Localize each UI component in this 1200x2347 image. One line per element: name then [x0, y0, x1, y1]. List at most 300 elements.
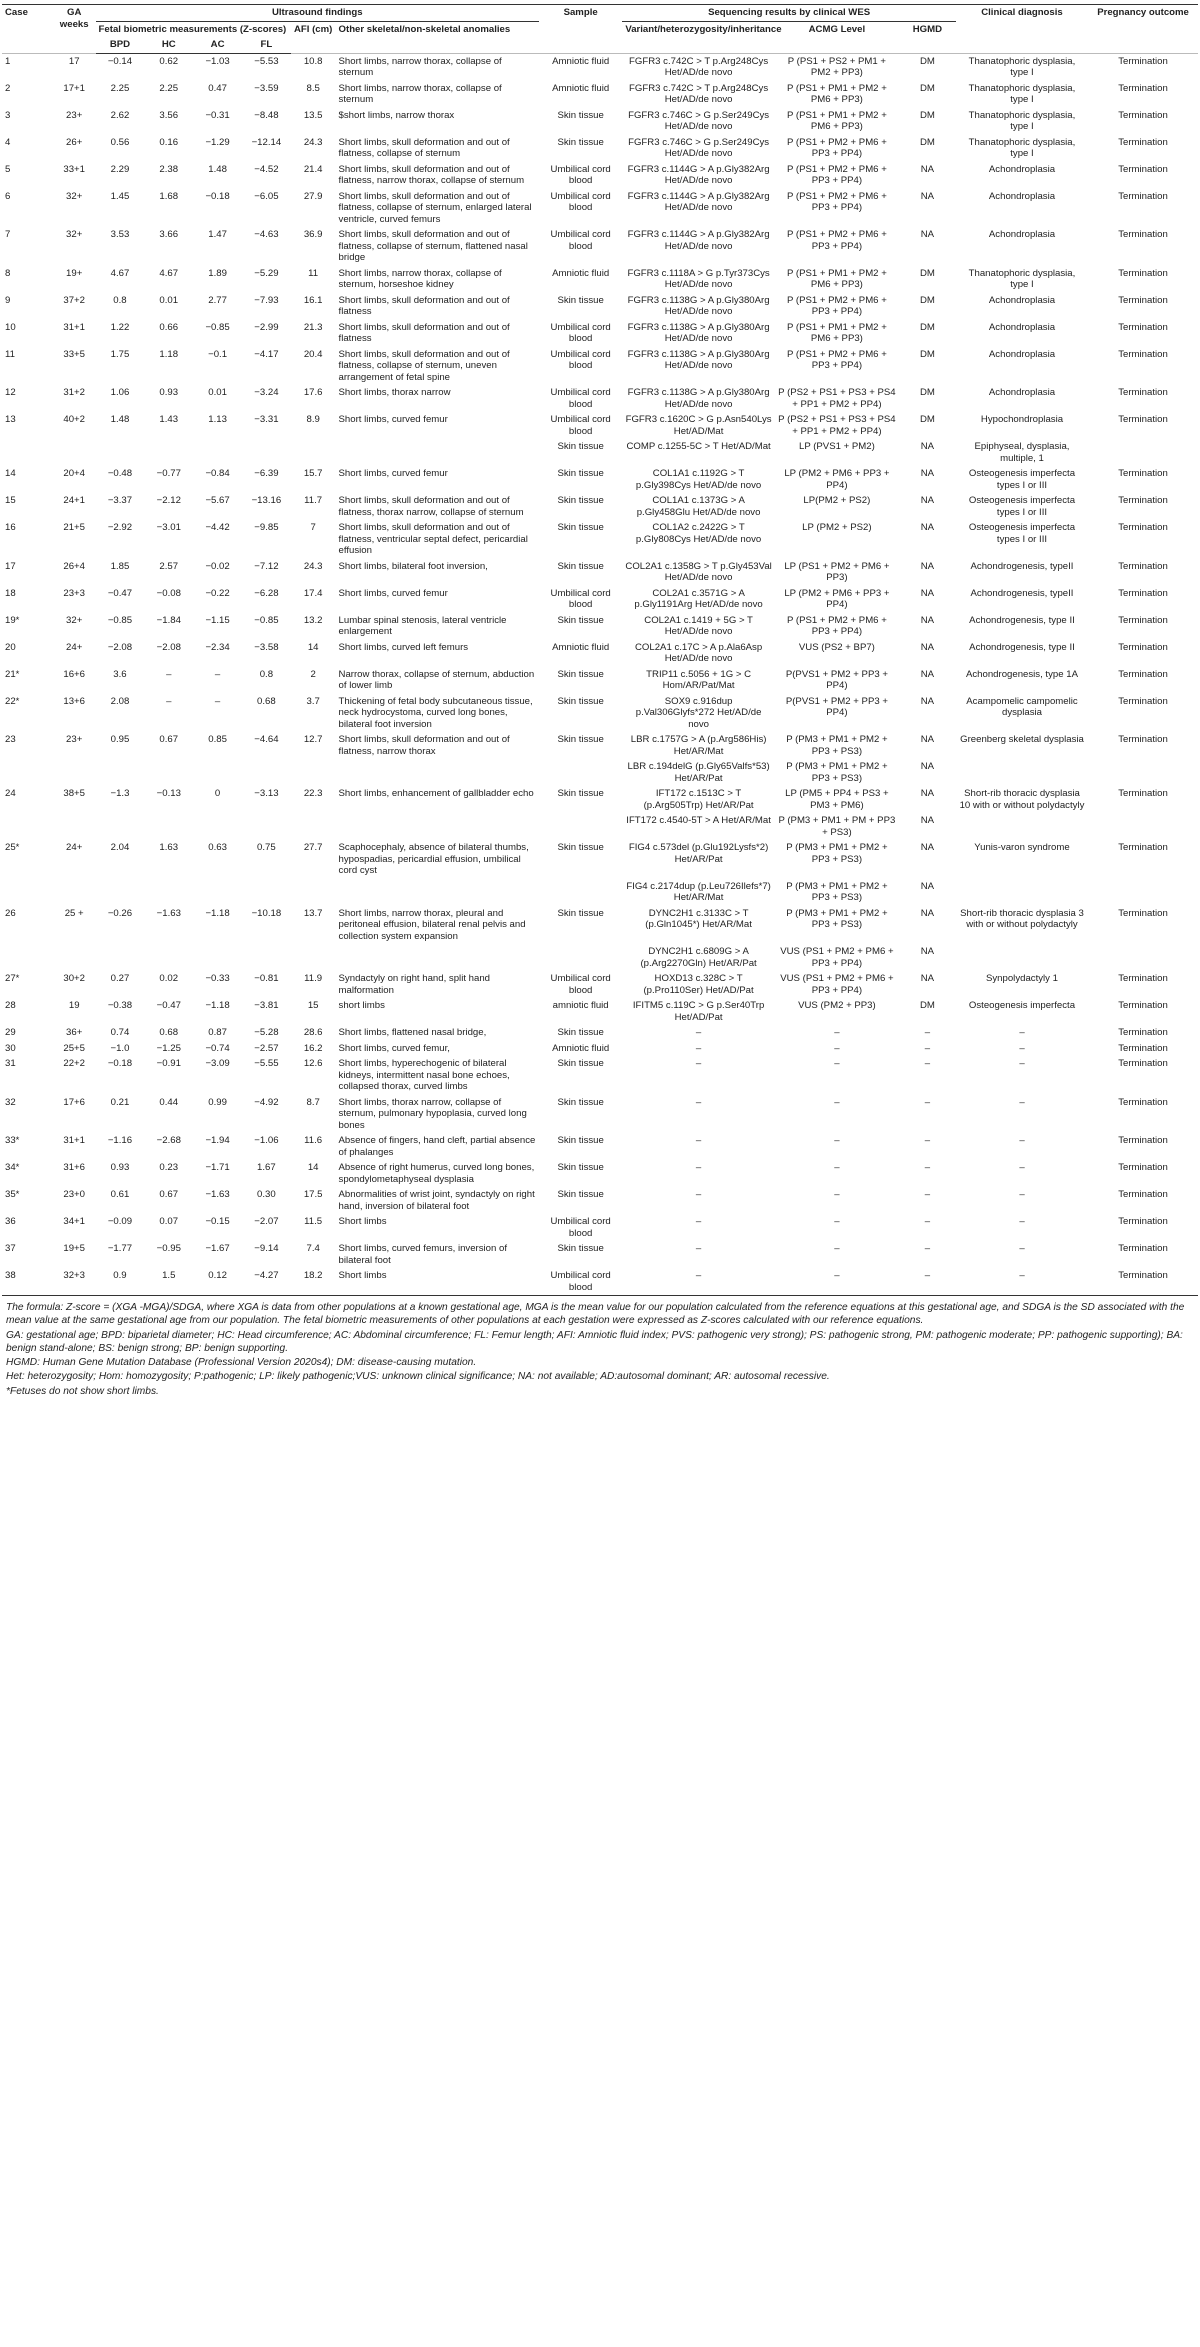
cell-ac-zscore: −1.71: [205, 1162, 230, 1173]
cell-bpd-zscore: 3.53: [110, 229, 130, 240]
cell-variant: FGFR3 c.1118A > G p.Tyr373Cys Het/AD/de novo: [627, 267, 770, 290]
cell-variant: FGFR3 c.746C > G p.Ser249Cys Het/AD/de novo: [628, 136, 770, 159]
cell-acmg-level: P (PS1 + PM2 + PM6 + PP3 + PP4): [786, 294, 887, 317]
table-row: [2, 520, 1198, 559]
cell-fl-zscore: 0.8: [259, 668, 274, 680]
cell-anomalies: Short limbs, skull deformation and out of flatness: [338, 321, 510, 344]
cell-case-number: 6: [5, 190, 11, 202]
cell-clinical-diagnosis: Achondrogenesis, type 1A: [965, 668, 1078, 680]
cell-fl-zscore: −3.58: [254, 641, 279, 653]
cell-hgmd: NA: [920, 973, 935, 984]
cell-hc-zscore: −0.47: [156, 1000, 181, 1011]
cell-pregnancy-outcome: Termination: [1118, 668, 1168, 680]
cell-variant: COL2A1 c.3571G > A p.Gly1191Arg Het/AD/de novo: [634, 587, 763, 610]
cell-afi-value: [291, 944, 336, 971]
cell-hc-zscore: −1.63: [156, 907, 181, 919]
cell-clinical-diagnosis: [956, 944, 1088, 971]
cell-pregnancy-outcome: Termination: [1118, 387, 1168, 398]
cell-sample-type: Umbilical cord blood: [550, 387, 611, 410]
cell-hgmd: NA: [920, 163, 935, 175]
cell-anomalies: $short limbs, narrow thorax: [338, 109, 455, 121]
cell-sample-type: Umbilical cord blood: [550, 163, 611, 186]
cell-sample-type: Skin tissue: [557, 294, 604, 306]
cell-hgmd: –: [899, 1268, 956, 1296]
cell-sample-type: Skin tissue: [557, 1027, 604, 1038]
cell-case-number: 33*: [5, 1135, 20, 1146]
cell-bpd-zscore: 0.61: [110, 1189, 130, 1200]
cell-variant: IFT172 c.1513C > T (p.Arg505Trp) Het/AR/Pat: [643, 788, 754, 811]
cell-ac-zscore: −0.31: [205, 109, 230, 121]
cell-ga-weeks: 38+5: [63, 788, 85, 799]
cell-sample-type: Skin tissue: [557, 560, 604, 572]
cell-anomalies: Syndactyly on right hand, split hand malformation: [338, 973, 490, 996]
cell-ac-zscore: 1.47: [208, 229, 227, 240]
cell-acmg-level: –: [834, 1042, 840, 1054]
cell-hgmd: NA: [920, 190, 935, 202]
cell-ga-weeks: 23+: [66, 734, 83, 745]
cell-ga-weeks: 19: [68, 1000, 80, 1011]
cell-hgmd: NA: [920, 641, 935, 653]
cell-ga-weeks: 23+0: [63, 1189, 85, 1200]
table-row: [2, 135, 1198, 162]
cell-hgmd: DM: [919, 321, 935, 333]
cell-acmg-level: P (PS1 + PM2 + PM6 + PP3 + PP4): [786, 614, 887, 637]
cell-afi-value: 16.2: [303, 1042, 323, 1054]
cell-fl-zscore: 1.67: [257, 1162, 276, 1173]
cell-clinical-diagnosis: Yunis-varon syndrome: [974, 842, 1070, 853]
cell-afi-value: 7: [310, 522, 316, 533]
cell-ac-zscore: –: [214, 668, 221, 680]
table-row: [2, 613, 1198, 640]
cell-ga-weeks: 31+1: [63, 321, 85, 333]
cell-ac-zscore: 0.12: [193, 1268, 242, 1296]
cell-afi-value: 24.3: [303, 560, 323, 572]
table-row: [2, 81, 1198, 108]
cell-hc-zscore: −2.12: [156, 495, 181, 506]
cell-hgmd: NA: [920, 668, 935, 680]
cell-hc-zscore: 2.25: [159, 82, 179, 94]
cell-clinical-diagnosis: Achondrogenesis, typeII: [970, 560, 1074, 572]
cell-hc-zscore: −2.68: [156, 1135, 181, 1146]
cell-ac-zscore: –: [214, 695, 221, 707]
cell-sample-type: Skin tissue: [557, 695, 604, 707]
table-row: [2, 466, 1198, 493]
cell-anomalies: Short limbs, hyperechogenic of bilateral kidneys, intermittent nasal bone echoes, collapsed thorax, curved limbs: [338, 1058, 510, 1092]
cell-variant: –: [695, 1189, 702, 1200]
cell-bpd-zscore: 2.62: [110, 109, 130, 121]
cell-ga-weeks: 32+: [66, 614, 83, 626]
cell-sample-type: Amniotic fluid: [552, 641, 610, 653]
cell-sample-type: Skin tissue: [557, 1189, 604, 1200]
cell-bpd-zscore: −0.48: [107, 468, 133, 479]
cell-clinical-diagnosis: Osteogenesis imperfecta types I or III: [968, 468, 1076, 491]
cell-fl-zscore: −5.53: [242, 53, 291, 81]
cell-variant: FGFR3 c.1138G > A p.Gly380Arg Het/AD/de novo: [627, 387, 770, 410]
cell-case-number: 32: [5, 1096, 16, 1108]
cell-afi-value: 15.7: [303, 468, 323, 479]
cell-afi-value: 21.3: [303, 321, 323, 333]
table-row: [2, 108, 1198, 135]
cell-case-number: 18: [5, 587, 16, 599]
cell-pregnancy-outcome: Termination: [1118, 842, 1168, 853]
cell-hgmd: –: [924, 1216, 931, 1227]
cell-ga-weeks: 25+5: [63, 1042, 85, 1054]
cell-variant: –: [695, 1027, 702, 1038]
cell-anomalies: Short limbs, curved femur: [338, 587, 448, 599]
cell-fl-zscore: −5.28: [254, 1027, 279, 1038]
table-row: [2, 385, 1198, 412]
cell-clinical-diagnosis: Achondroplasia: [988, 294, 1056, 306]
cell-bpd-zscore: −2.08: [107, 641, 133, 653]
table-row: [2, 320, 1198, 347]
cell-clinical-diagnosis: Short-rib thoracic dysplasia 10 with or without polydactyly: [959, 788, 1085, 811]
cell-hgmd: DM: [919, 136, 935, 148]
cell-fl-zscore: −3.81: [254, 1000, 279, 1011]
cell-pregnancy-outcome: Termination: [1118, 1042, 1168, 1054]
cell-hgmd: NA: [920, 946, 935, 957]
cell-fl-zscore: −4.64: [254, 734, 279, 745]
cell-bpd-zscore: 2.25: [110, 82, 130, 94]
cell-sample-type: Umbilical cord blood: [550, 229, 611, 252]
cell-case-number: 12: [5, 387, 16, 398]
cell-ga-weeks: 19+: [66, 267, 83, 279]
cell-anomalies: Short limbs, enhancement of gallbladder echo: [338, 788, 534, 799]
col-fl: FL: [242, 37, 291, 53]
cell-case-number: [2, 944, 53, 971]
cell-ac-zscore: [193, 439, 242, 466]
cell-fl-zscore: −7.12: [254, 560, 279, 572]
cell-variant: IFITM5 c.119C > G p.Ser40Trp Het/AD/Pat: [632, 1000, 765, 1023]
table-row: [2, 786, 1198, 813]
cell-pregnancy-outcome: [1088, 879, 1198, 906]
cell-pregnancy-outcome: Termination: [1118, 348, 1168, 360]
cell-bpd-zscore: −0.09: [107, 1216, 133, 1227]
cell-hc-zscore: −0.08: [156, 587, 181, 599]
table-row: [2, 162, 1198, 189]
cell-anomalies: [336, 439, 539, 466]
cell-variant: DYNC2H1 c.3133C > T (p.Gln1045*) Het/AR/Mat: [645, 907, 752, 930]
table-row: [2, 586, 1198, 613]
cell-anomalies: Short limbs, skull deformation and out of flatness, collapse of sternum, flattened nasal bridge: [338, 229, 528, 263]
col-hgmd: HGMD: [899, 21, 956, 53]
cell-hc-zscore: 1.43: [159, 414, 179, 425]
cell-case-number: 22*: [5, 695, 20, 707]
cell-bpd-zscore: 0.95: [110, 734, 130, 745]
cell-ac-zscore: −1.18: [205, 907, 230, 919]
cell-sample-type: Umbilical cord blood: [550, 973, 611, 996]
cell-clinical-diagnosis: Greenberg skeletal dysplasia: [960, 734, 1084, 745]
cell-anomalies: Short limbs, skull deformation and out of flatness, collapse of sternum, enlarged lateral ventricle, curved femurs: [338, 190, 532, 225]
cell-ga-weeks: 21+5: [63, 522, 85, 533]
cell-sample-type: [539, 813, 622, 840]
cell-variant: COL2A1 c.1419 + 5G > T Het/AD/de novo: [644, 614, 753, 637]
cell-hgmd: DM: [919, 1000, 935, 1011]
cell-hc-zscore: −3.01: [156, 522, 181, 533]
cell-sample-type: Skin tissue: [557, 842, 604, 853]
cell-case-number: 26: [5, 907, 16, 919]
cell-sample-type: Umbilical cord blood: [550, 190, 611, 213]
cell-hc-zscore: 0.44: [159, 1096, 179, 1108]
cell-ac-zscore: −0.85: [205, 321, 230, 333]
cell-ac-zscore: −1.94: [205, 1135, 230, 1146]
cell-ac-zscore: −1.18: [205, 1000, 230, 1011]
cell-clinical-diagnosis: Thanatophoric dysplasia, type I: [968, 136, 1076, 159]
cell-ga-weeks: 33+5: [63, 348, 85, 360]
cell-anomalies: Short limbs, skull deformation and out of flatness, thorax narrow, collapse of sternum: [338, 495, 524, 518]
cell-pregnancy-outcome: Termination: [1118, 614, 1168, 626]
cell-variant: SOX9 c.916dup p.Val306Glyfs*272 Het/AD/de novo: [635, 695, 762, 730]
footnote: *Fetuses do not show short limbs.: [6, 1385, 159, 1397]
cell-sample-type: Umbilical cord blood: [539, 1268, 622, 1296]
cell-clinical-diagnosis: Short-rib thoracic dysplasia 3 with or without polydactyly: [960, 907, 1084, 930]
cell-hc-zscore: −0.91: [156, 1058, 181, 1069]
cell-hc-zscore: –: [166, 695, 172, 707]
cell-pregnancy-outcome: Termination: [1118, 1000, 1168, 1011]
cell-ga-weeks: 26+: [66, 136, 83, 148]
cell-hgmd: NA: [920, 522, 935, 533]
cell-fl-zscore: −2.07: [254, 1216, 279, 1227]
cell-afi-value: 11.7: [304, 495, 323, 506]
cell-ga-weeks: 40+2: [63, 414, 85, 425]
cell-anomalies: Short limbs, curved femur: [338, 414, 448, 425]
cell-bpd-zscore: 1.48: [110, 414, 130, 425]
cell-pregnancy-outcome: Termination: [1118, 1216, 1168, 1227]
cell-case-number: 20: [5, 641, 16, 653]
cell-case-number: 19*: [5, 614, 20, 626]
cell-afi-value: [291, 813, 336, 840]
cell-afi-value: 11: [308, 267, 319, 279]
table-row: [2, 1160, 1198, 1187]
cell-sample-type: Skin tissue: [557, 734, 604, 745]
table-row: [2, 944, 1198, 971]
footnote: GA: gestational age; BPD: biparietal diameter; HC: Head circumference; AC: Abdominal circumference; FL: Femur length; AFI: Amniotic fluid index; PVS: pathogenic very strong); PS: pathogenic strong, PM: pathogenic moderate; PP: pathogenic supporting); BA: benign stand-alone; BS: benign strong; BP: benign supporting.: [6, 1329, 1183, 1354]
results-table: [2, 4, 1198, 1296]
col-bpd: BPD: [96, 37, 145, 53]
cell-ac-zscore: 2.77: [208, 294, 227, 306]
cell-sample-type: Skin tissue: [557, 1135, 604, 1146]
cell-acmg-level: P (PM3 + PM1 + PM2 + PP3 + PS3): [786, 907, 888, 930]
cell-bpd-zscore: −0.85: [107, 614, 133, 626]
cell-ac-zscore: −2.34: [205, 641, 230, 653]
cell-pregnancy-outcome: Termination: [1118, 734, 1168, 745]
cell-hgmd: DM: [919, 387, 935, 398]
cell-acmg-level: –: [775, 1268, 899, 1296]
cell-ac-zscore: −0.15: [205, 1216, 230, 1227]
cell-acmg-level: LP (PM2 + PM6 + PP3 + PP4): [784, 587, 890, 610]
cell-clinical-diagnosis: Thanatophoric dysplasia, type I: [956, 53, 1088, 81]
cell-anomalies: Short limbs, thorax narrow: [338, 387, 451, 398]
cell-pregnancy-outcome: Termination: [1118, 522, 1168, 533]
cell-case-number: [2, 439, 53, 466]
cell-variant: FGFR3 c.742C > T p.Arg248Cys Het/AD/de novo: [629, 82, 769, 105]
cell-variant: FGFR3 c.1144G > A p.Gly382Arg Het/AD/de novo: [627, 190, 770, 213]
cell-hgmd: DM: [919, 414, 935, 425]
cell-variant: COMP c.1255-5C > T Het/AD/Mat: [626, 441, 771, 452]
cell-acmg-level: LP (PM5 + PP4 + PS3 + PM3 + PM6): [785, 788, 889, 811]
cell-fl-zscore: [242, 879, 291, 906]
cell-pregnancy-outcome: Termination: [1118, 1189, 1168, 1200]
cell-pregnancy-outcome: Termination: [1118, 1096, 1168, 1108]
cell-sample-type: Skin tissue: [557, 668, 604, 680]
cell-bpd-zscore: [96, 813, 145, 840]
cell-hgmd: –: [924, 1162, 931, 1173]
cell-bpd-zscore: −1.77: [107, 1243, 133, 1254]
cell-anomalies: short limbs: [338, 1000, 385, 1011]
cell-variant: FGFR3 c.746C > G p.Ser249Cys Het/AD/de novo: [628, 109, 770, 132]
cell-case-number: 2: [5, 82, 11, 94]
cell-fl-zscore: −6.39: [254, 468, 279, 479]
cell-ac-zscore: −0.33: [205, 973, 230, 984]
cell-ac-zscore: −0.74: [205, 1042, 230, 1054]
cell-pregnancy-outcome: Termination: [1118, 136, 1168, 148]
cell-hc-zscore: 2.38: [159, 163, 179, 175]
cell-clinical-diagnosis: Osteogenesis imperfecta types I or III: [968, 522, 1076, 545]
cell-ga-weeks: 25 +: [64, 907, 84, 919]
cell-case-number: 35*: [5, 1189, 20, 1200]
table-row: [2, 559, 1198, 586]
cell-hgmd: NA: [920, 695, 935, 707]
cell-anomalies: Short limbs, skull deformation and out of flatness, collapse of sternum, uneven arrangement of fetal spine: [338, 348, 510, 383]
cell-hgmd: –: [924, 1058, 931, 1069]
cell-afi-value: 7.4: [306, 1243, 320, 1254]
table-body: [2, 53, 1198, 1296]
cell-pregnancy-outcome: [1088, 439, 1198, 466]
cell-variant: FGFR3 c.1144G > A p.Gly382Arg Het/AD/de novo: [627, 163, 770, 186]
cell-fl-zscore: −2.57: [254, 1042, 279, 1054]
cell-acmg-level: –: [834, 1135, 840, 1146]
cell-case-number: 7: [5, 229, 11, 240]
cell-sample-type: [539, 759, 622, 786]
table-header: [2, 5, 1198, 54]
cell-sample-type: Umbilical cord blood: [550, 1216, 611, 1239]
cell-acmg-level: P (PM3 + PM1 + PM + PP3 + PS3): [778, 815, 896, 838]
cell-hc-zscore: −0.77: [156, 468, 181, 479]
cell-fl-zscore: 0.75: [257, 842, 276, 853]
cell-acmg-level: –: [834, 1216, 840, 1227]
cell-sample-type: Skin tissue: [557, 1096, 604, 1108]
cell-hc-zscore: 4.67: [159, 267, 179, 279]
table-row: [2, 1025, 1198, 1041]
cell-sample-type: Skin tissue: [557, 1162, 604, 1173]
cell-anomalies: Short limbs, skull deformation and out of flatness: [338, 294, 510, 317]
cell-variant: –: [695, 1042, 702, 1054]
cell-acmg-level: VUS (PS1 + PM2 + PM6 + PP3 + PP4): [780, 973, 894, 996]
cell-clinical-diagnosis: –: [1019, 1027, 1025, 1038]
cell-ga-weeks: 17: [53, 53, 96, 81]
cell-clinical-diagnosis: Achondrogenesis, typeII: [970, 587, 1074, 599]
cell-fl-zscore: −0.85: [254, 614, 279, 626]
cell-bpd-zscore: −3.37: [107, 495, 133, 506]
cell-clinical-diagnosis: [956, 813, 1088, 840]
footnotes: [2, 1296, 1198, 1398]
cell-variant: FGFR3 c.1138G > A p.Gly380Arg Het/AD/de novo: [627, 294, 770, 317]
cell-clinical-diagnosis: Thanatophoric dysplasia, type I: [968, 267, 1076, 290]
cell-bpd-zscore: −0.47: [107, 587, 133, 599]
cell-acmg-level: VUS (PS1 + PM2 + PM6 + PP3 + PP4): [780, 946, 894, 969]
cell-afi-value: 21.4: [303, 163, 323, 175]
cell-variant: LBR c.1757G > A (p.Arg586His) Het/AR/Mat: [630, 734, 767, 757]
table-row: [2, 640, 1198, 667]
cell-ga-weeks: 26+4: [63, 560, 85, 572]
table-row: [2, 1268, 1198, 1296]
cell-pregnancy-outcome: [1088, 759, 1198, 786]
cell-sample-type: Skin tissue: [557, 522, 604, 533]
cell-acmg-level: P(PVS1 + PM2 + PP3 + PP4): [785, 695, 888, 718]
cell-acmg-level: P(PVS1 + PM2 + PP3 + PP4): [785, 668, 888, 691]
cell-ga-weeks: 20+4: [63, 468, 85, 479]
cell-hgmd: –: [924, 1042, 931, 1054]
col-ac: AC: [193, 37, 242, 53]
cell-anomalies: Short limbs, narrow thorax, collapse of sternum, horseshoe kidney: [338, 267, 502, 290]
cell-variant: –: [622, 1268, 775, 1296]
cell-ga-weeks: 16+6: [63, 668, 85, 680]
cell-clinical-diagnosis: Osteogenesis imperfecta: [968, 1000, 1076, 1011]
cell-acmg-level: P (PM3 + PM1 + PM2 + PP3 + PS3): [786, 761, 888, 784]
cell-hc-zscore: −1.84: [156, 614, 181, 626]
cell-bpd-zscore: −0.26: [107, 907, 133, 919]
cell-pregnancy-outcome: Termination: [1118, 163, 1168, 175]
cell-fl-zscore: −10.18: [251, 907, 282, 919]
cell-hc-zscore: [144, 439, 193, 466]
table-row: [2, 732, 1198, 759]
cell-anomalies: Lumbar spinal stenosis, lateral ventricle enlargement: [338, 614, 507, 637]
cell-anomalies: Scaphocephaly, absence of bilateral thumbs, hypospadias, pericardial effusion, umbilical cord cyst: [338, 842, 529, 876]
cell-case-number: 11: [5, 348, 15, 360]
cell-sample-type: Umbilical cord blood: [550, 414, 611, 437]
cell-case-number: 14: [5, 468, 16, 479]
cell-afi-value: 3.7: [306, 695, 320, 707]
cell-clinical-diagnosis: Achondroplasia: [988, 348, 1056, 360]
cell-ac-zscore: 0.47: [208, 82, 227, 94]
cell-fl-zscore: 0.68: [257, 695, 276, 707]
cell-sample-type: Umbilical cord blood: [550, 587, 611, 610]
cell-bpd-zscore: 2.08: [110, 695, 130, 707]
cell-ga-weeks: 32+: [66, 190, 83, 202]
table-row: [2, 493, 1198, 520]
cell-pregnancy-outcome: Termination: [1118, 973, 1168, 984]
table-row: [2, 667, 1198, 694]
cell-anomalies: Short limbs, skull deformation and out of flatness, narrow thorax: [338, 734, 510, 757]
cell-ac-zscore: 0.63: [208, 842, 227, 853]
cell-fl-zscore: −4.92: [254, 1096, 279, 1108]
cell-ga-weeks: 19+5: [63, 1243, 85, 1254]
cell-anomalies: Short limbs: [336, 1268, 539, 1296]
cell-ac-zscore: −4.42: [205, 522, 230, 533]
cell-bpd-zscore: −0.38: [107, 1000, 133, 1011]
cell-fl-zscore: −2.99: [254, 321, 279, 333]
cell-hc-zscore: −2.08: [156, 641, 181, 653]
cell-hc-zscore: −0.95: [156, 1243, 181, 1254]
cell-clinical-diagnosis: Achondroplasia: [988, 387, 1056, 398]
cell-anomalies: Short limbs, curved femurs, inversion of bilateral foot: [338, 1243, 508, 1266]
cell-hc-zscore: 0.66: [159, 321, 179, 333]
cell-case-number: 36: [5, 1216, 16, 1227]
cell-acmg-level: –: [834, 1027, 840, 1038]
cell-hgmd: NA: [920, 229, 935, 240]
table-row: [2, 998, 1198, 1025]
cell-fl-zscore: −4.63: [254, 229, 279, 240]
cell-acmg-level: P (PS1 + PM2 + PM6 + PP3 + PP4): [786, 136, 887, 159]
cell-variant: –: [695, 1135, 702, 1146]
cell-ac-zscore: −5.67: [205, 495, 230, 506]
cell-sample-type: [539, 879, 622, 906]
cell-hc-zscore: 0.62: [144, 53, 193, 81]
cell-anomalies: Short limbs, thorax narrow, collapse of sternum, pulmonary hypoplasia, curved long bones: [338, 1096, 527, 1131]
cell-anomalies: Absence of fingers, hand cleft, partial absence of phalanges: [338, 1135, 536, 1158]
cell-bpd-zscore: 0.74: [110, 1027, 130, 1038]
col-hc: HC: [144, 37, 193, 53]
cell-ga-weeks: 37+2: [63, 294, 85, 306]
